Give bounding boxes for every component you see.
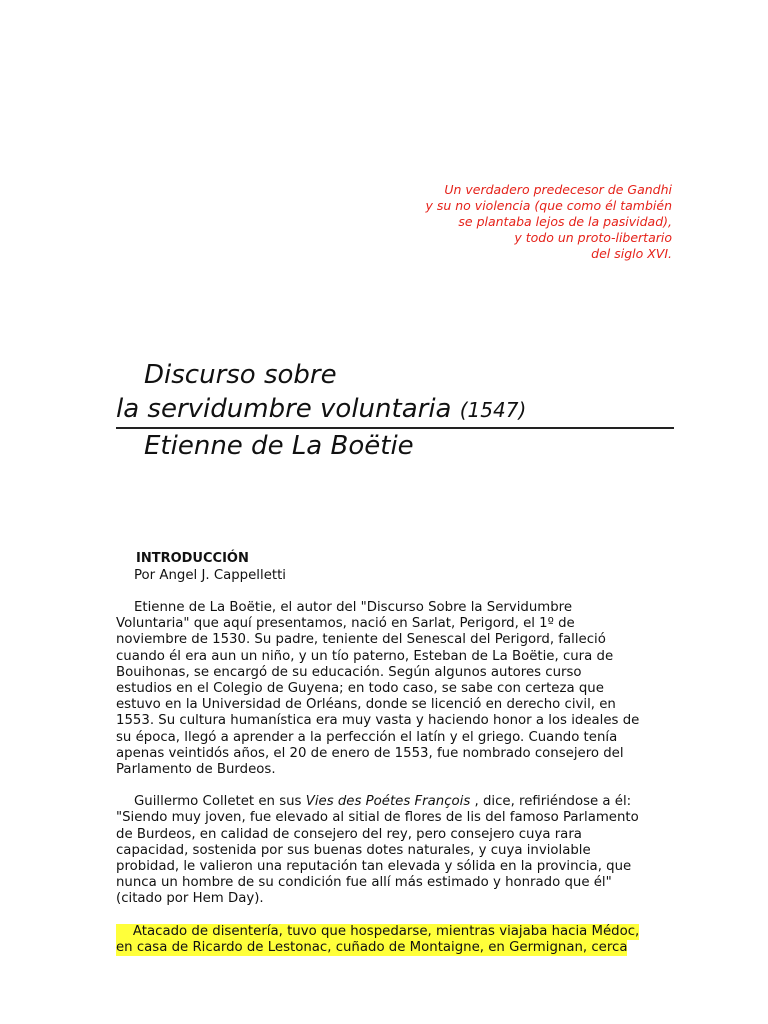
text-line (116, 794, 678, 810)
title-author: Etienne de La Boëtie (144, 431, 414, 461)
text-line: Etienne de La Boëtie, el autor del "Discurso Sobre la Servidumbre (134, 600, 573, 615)
text-line: de Burdeos, en calidad de consejero del rey, pero consejero cuya rara (116, 826, 582, 842)
text-line: (citado por Hem Day). (116, 891, 264, 907)
epigraph-line: se plantaba lejos de la pasividad), (458, 214, 672, 229)
title-line-1: Discurso sobre (144, 360, 337, 390)
text-run: , dice, refiriéndose a él: (470, 794, 632, 810)
text-line: Voluntaria" que aquí presentamos, nació en Sarlat, Perigord, el 1º de (116, 616, 575, 632)
epigraph-line: del siglo XVI. (591, 246, 672, 261)
text-line: probidad, le valieron una reputación tan elevada y sólida en la provincia, que (116, 859, 632, 875)
text-line: noviembre de 1530. Su padre, teniente del Senescal del Perigord, falleció (116, 632, 606, 648)
title-main: la servidumbre voluntaria (116, 394, 452, 424)
body-text (116, 550, 678, 956)
text-line-wrap (116, 940, 678, 956)
epigraph-line: Un verdadero predecesor de Gandhi (444, 182, 672, 197)
text-line: Bouihonas, se encargó de su educación. Según algunos autores curso (116, 664, 582, 680)
section-heading: INTRODUCCIÓN (136, 551, 249, 566)
text-line: nunca un hombre de su condición fue allí más estimado y honrado que él" (116, 875, 612, 891)
paragraph-2 (116, 794, 678, 907)
text-line: su época, llegó a aprender a la perfección el latín y el griego. Cuando tenía (116, 729, 618, 745)
title-line-2 (116, 392, 674, 427)
text-run: Atacado de disentería, tuvo que hospedarse, mientras viajaba hacia Médoc, (132, 923, 640, 939)
title-year: (1547) (459, 398, 527, 422)
text-line: cuando él era aun un niño, y un tío paterno, Esteban de La Boëtie, cura de (116, 648, 614, 664)
paragraph-1 (116, 600, 678, 778)
text-line: "Siendo muy joven, fue elevado al sitial de flores de lis del famoso Parlamento (116, 810, 639, 826)
text-line: 1553. Su cultura humanística era muy vasta y haciendo honor a los ideales de (116, 713, 640, 729)
text-line: capacidad, sostenida por sus buenas dotes naturales, y cuya inviolable (116, 842, 591, 858)
highlighted-text-line (116, 924, 639, 940)
text-line-wrap (116, 924, 678, 940)
paragraph-3-highlighted (116, 924, 678, 956)
text-line: Parlamento de Burdeos. (116, 762, 276, 778)
epigraph-line: y todo un proto-libertario (514, 230, 672, 245)
title-block (116, 358, 674, 463)
text-line: apenas veintidós años, el 20 de enero de 1553, fue nombrado consejero del (116, 745, 624, 761)
epigraph-line: y su no violencia (que como él también (425, 198, 672, 213)
epigraph (332, 182, 672, 262)
text-run: Guillermo Colletet en sus (134, 794, 306, 810)
byline: Por Angel J. Cappelletti (134, 568, 286, 583)
book-title: Vies des Poétes François (305, 794, 471, 810)
text-line: estuvo en la Universidad de Orléans, donde se licenció en derecho civil, en (116, 697, 616, 713)
highlighted-text-line: en casa de Ricardo de Lestonac, cuñado de Montaigne, en Germignan, cerca (116, 939, 628, 955)
text-line: estudios en el Colegio de Guyena; en todo caso, se sabe con certeza que (116, 681, 604, 697)
